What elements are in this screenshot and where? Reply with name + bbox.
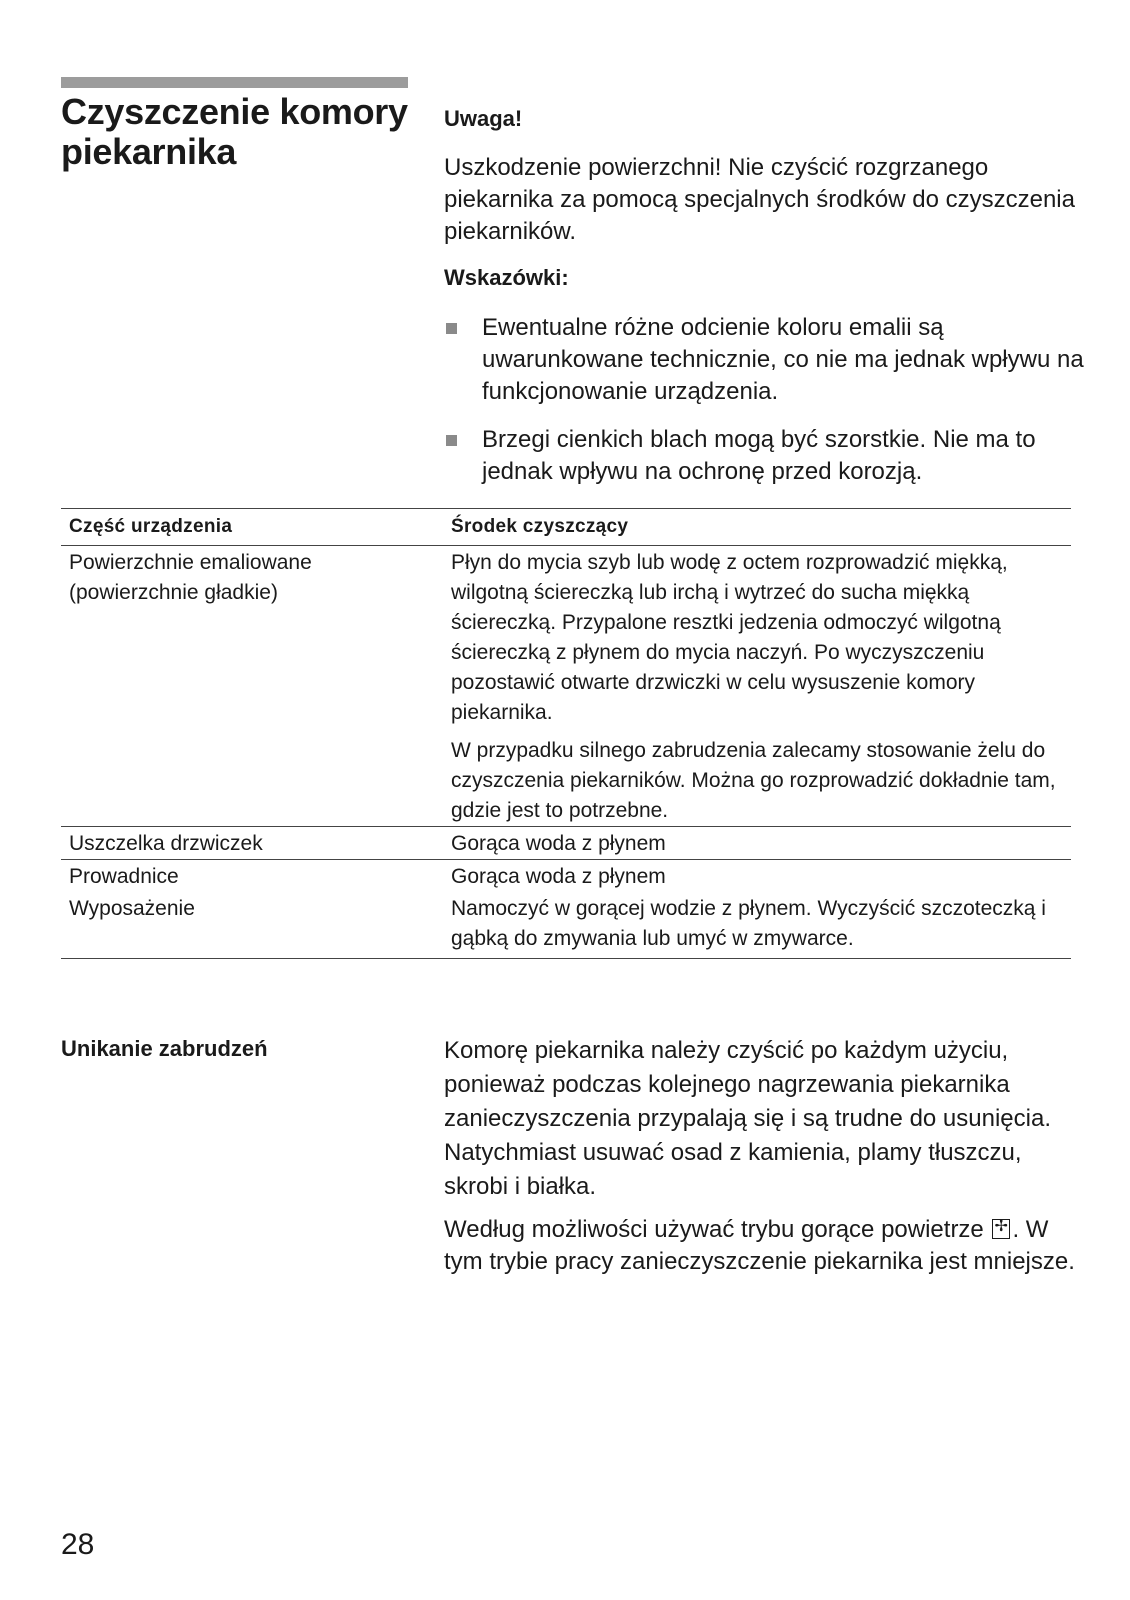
- part-cell: Wyposażenie: [61, 892, 443, 959]
- note-text: Brzegi cienkich blach mogą być szorstkie. Nie ma to jednak wpływu na ochronę przed korozją.: [482, 426, 1036, 485]
- column-header-part: Część urządzenia: [61, 509, 443, 546]
- agent-paragraph: Płyn do mycia szyb lub wodę z octem rozprowadzić miękką, wilgotną ściereczką lub irchą i wytrzeć do sucha miękką ściereczką. Przypalone resztki jedzenia odmoczyć wilgotną ściereczką z płynem do mycia naczyń. Po wyczyszczeniu pozostawić otwarte drzwiczki w celu wysuszenie komory piekarnika.: [451, 551, 1008, 724]
- avoid-paragraph-2: [444, 1214, 1084, 1278]
- note-text: Ewentualne różne odcienie koloru emalii są uwarunkowane technicznie, co nie ma jednak wpływu na funkcjonowanie urządzenia.: [482, 314, 1084, 405]
- avoid-paragraph-1: Komorę piekarnika należy czyścić po każdym użyciu, ponieważ podczas kolejnego nagrzewania piekarnika zanieczyszczenia przypalają się i są trudne do usunięcia. Natychmiast usuwać osad z kamienia, plamy tłuszczu, skrobi i białka.: [444, 1037, 1051, 1200]
- avoid-text-before: Według możliwości używać trybu gorące powietrze: [444, 1216, 984, 1243]
- agent-cell: Gorąca woda z płynem: [443, 860, 1071, 893]
- agent-paragraph: W przypadku silnego zabrudzenia zalecamy stosowanie żelu do czyszczenia piekarników. Można go rozprowadzić dokładnie tam, gdzie jest to potrzebne.: [451, 739, 1056, 822]
- list-item: [444, 312, 1084, 408]
- column-header-agent: Środek czyszczący: [443, 509, 1071, 546]
- agent-cell: Gorąca woda z płynem: [443, 827, 1071, 860]
- table-header-row: [61, 509, 1071, 546]
- table-row: [61, 827, 1071, 860]
- avoid-text-after: . W tym trybie pracy zanieczyszczenie piekarnika jest mniejsze.: [444, 1216, 1075, 1275]
- list-item: [444, 424, 1084, 488]
- agent-cell: Namoczyć w gorącej wodzie z płynem. Wyczyścić szczoteczką i gąbką do zmywania lub umyć w zmywarce.: [443, 892, 1071, 959]
- warning-heading: Uwaga!: [444, 106, 523, 131]
- part-cell: Uszczelka drzwiczek: [61, 827, 443, 860]
- notes-list: [444, 312, 1084, 504]
- table-row: [61, 860, 1071, 893]
- warning-text: Uszkodzenie powierzchni! Nie czyścić rozgrzanego piekarnika za pomocą specjalnych środków do czyszczenia piekarników.: [444, 154, 1075, 245]
- part-cell: Powierzchnie emaliowane (powierzchnie gładkie): [69, 551, 312, 604]
- table-row: [61, 546, 1071, 827]
- cleaning-table: [61, 508, 1071, 959]
- page-title: Czyszczenie komory piekarnika: [61, 91, 408, 172]
- agent-cell: [443, 546, 1071, 827]
- section-bar: [61, 77, 408, 88]
- part-cell: Prowadnice: [61, 860, 443, 893]
- hot-air-fan-icon: [992, 1219, 1010, 1239]
- table-row: [61, 892, 1071, 959]
- square-bullet-icon: [446, 435, 457, 446]
- page-number: 28: [61, 1528, 95, 1561]
- avoid-heading: Unikanie zabrudzeń: [61, 1036, 268, 1061]
- square-bullet-icon: [446, 323, 457, 334]
- notes-heading: Wskazówki:: [444, 265, 569, 290]
